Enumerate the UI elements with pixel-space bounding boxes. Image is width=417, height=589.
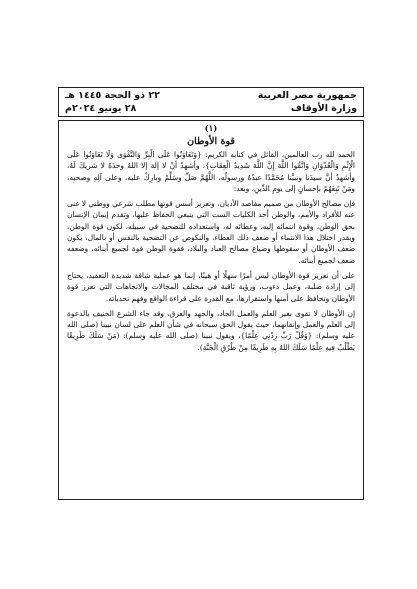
- paragraph-knowledge-work: إن الأوطان لا تقوى بغير العلم والعمل الجاد، والجهد والعرق، وقد جاء الشرع الحنيف بالدعوة إلى العلم والعمل وإتقانهما، حيث يقول الحق سبحانه في شأن العلم على لسان نبينا (صلى الله عليه وسلم): {وَقُلْ رَبِّ زِدْنِي عِلْمًا}، ويقول نبينا (صلى الله عليه وسلم): (مَنْ سَلَكَ طَرِيقًا يَطْلُبُ فِيهِ عِلْمًا سَلَكَ اللهُ بِهِ طَرِيقًا مِنْ طُرُقِ الْجَنَّةِ).: [67, 308, 355, 352]
- header-dates: [65, 89, 160, 115]
- country-name: جمهورية مصر العربية: [257, 90, 357, 101]
- document-header: [58, 87, 364, 117]
- paragraph-strengthening: على أن تعزيز قوة الأوطان ليس أمرًا سهلًا أو هينًا، إنما هو عملية شاقة شديدة التعقيد، يحتاج إلى إرادة صلبة، وعمل دءوب، ورؤية ثاقبة في مختلف المجالات والاتجاهات التي تعزز قوة الأوطان وتحافظ على أمنها واستقرارها، مع القدرة على قراءة الواقع وفهم تحدياته.: [67, 270, 355, 303]
- sermon-body: [58, 120, 364, 500]
- ministry-name: وزارة الأوقاف: [290, 103, 357, 114]
- paragraph-intro: الحمد لله رب العالمين، القائل في كتابه الكريم: {وَتَعَاوَنُوا عَلَى الْبِرِّ وَالتَّقْوَى وَلَا تَعَاوَنُوا عَلَى الْإِثْمِ وَالْعُدْوَانِ وَاتَّقُوا اللَّهَ إِنَّ اللَّهَ شَدِيدُ الْعِقَابِ}، وأشهدُ أنْ لا إلهَ إلا اللهُ وحدَهُ لا شريكَ لَهُ، وأشهدُ أنَّ سيدَنا ونبيَّنا مُحَمَّدًا عبدُهُ ورسولُه، اللَّهُمَّ صَلِّ وسَلِّمْ وبارِكْ عليه، وعلى آلِهِ وصحبِه، ومَنْ تَبِعَهُمْ بإحسانٍ إلى يومِ الدِّينِ، وبعد:: [67, 150, 355, 193]
- gregorian-date: ٢٨ يونيو ٢٠٢٤م: [65, 103, 137, 114]
- hijri-date: ٢٢ ذو الحجة ١٤٤٥ هـ: [65, 90, 160, 101]
- sermon-number: (١): [204, 124, 218, 134]
- header-issuer: [258, 89, 357, 115]
- paragraph-homeland-interests: فإن مصالح الأوطان من صميم مقاصد الأديان، وتعزيز أسس قوتها مطلب شرعي ووطني لا غنى عنه للأفراد والأمم، والوطن أحد الكليات الست التي ينبغي الحفاظ عليها، وتقدم إيمان الإنسان بحق الوطن، وقوة انتمائه إليه، وعطائه له، واستعداده للتضحية في سبيله، لكون قوة الوطن، وبقدر اختلال هذا الانتماء أو ضعف ذلك العطاء، والنكوص عن التضحية بالنفس أو بالمال، يكون ضعف الأوطان أو سقوطها وضياع مصالح العباد والبلاد، فقوة الوطن قوة لجميع أبنائه، وضعفه ضعف لجميع أبنائه.: [67, 199, 355, 265]
- sermon-title: قوة الأوطان: [187, 136, 235, 147]
